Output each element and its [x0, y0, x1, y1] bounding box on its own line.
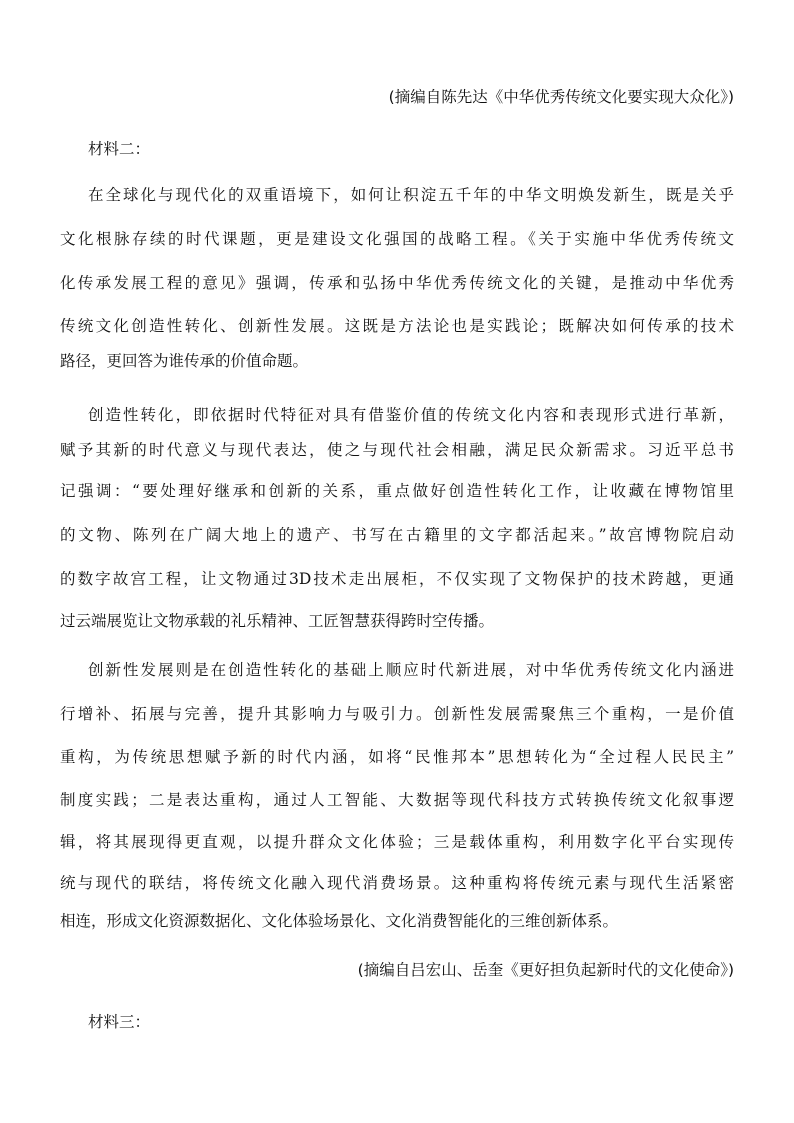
paragraph-line: 统与现代的联结，将传统文化融入现代消费场景。这种重构将传统元素与现代生活紧密 — [60, 874, 734, 892]
paragraph-line: 的文物、陈列在广阔大地上的遗产、书写在古籍里的文字都活起来。”故宫博物院启动 — [60, 526, 734, 544]
paragraph-line: 文化根脉存续的时代课题，更是建设文化强国的战略工程。《关于实施中华优秀传统文 — [60, 230, 734, 248]
material-3-heading: 材料三： — [88, 1013, 151, 1031]
paragraph-line: 记强调：“要处理好继承和创新的关系，重点做好创造性转化工作，让收藏在博物馆里 — [60, 482, 734, 500]
paragraph-line: 的数字故宫工程，让文物通过3D技术走出展柜，不仅实现了文物保护的技术跨越，更通 — [60, 570, 734, 588]
paragraph-line: 在全球化与现代化的双重语境下，如何让积淀五千年的中华文明焕发新生，既是关乎 — [88, 186, 734, 204]
paragraph-line: 化传承发展工程的意见》强调，传承和弘扬中华优秀传统文化的关键，是推动中华优秀 — [60, 274, 734, 292]
material-2-heading: 材料二： — [88, 140, 151, 158]
paragraph-line: 创造性转化，即依据时代特征对具有借鉴价值的传统文化内容和表现形式进行革新， — [88, 406, 734, 424]
paragraph-line: 制度实践；二是表达重构，通过人工智能、大数据等现代科技方式转换传统文化叙事逻 — [60, 791, 734, 809]
paragraph-line: 创新性发展则是在创造性转化的基础上顺应时代新进展，对中华优秀传统文化内涵进 — [88, 661, 734, 679]
source-citation-1: (摘编自陈先达《中华优秀传统文化要实现大众化》) — [388, 88, 734, 106]
paragraph-line: 重构，为传统思想赋予新的时代内涵，如将“民惟邦本”思想转化为“全过程人民民主” — [60, 748, 734, 766]
paragraph-line: 相连，形成文化资源数据化、文化体验场景化、文化消费智能化的三维创新体系。 — [60, 912, 619, 930]
paragraph-line: 赋予其新的时代意义与现代表达，使之与现代社会相融，满足民众新需求。习近平总书 — [60, 441, 734, 459]
paragraph-line: 行增补、拓展与完善，提升其影响力与吸引力。创新性发展需聚焦三个重构，一是价值 — [60, 705, 734, 723]
paragraph-line: 路径，更回答为谁传承的价值命题。 — [60, 352, 309, 370]
paragraph-line: 辑，将其展现得更直观，以提升群众文化体验；三是载体重构，利用数字化平台实现传 — [60, 833, 734, 851]
paragraph-line: 传统文化创造性转化、创新性发展。这既是方法论也是实践论；既解决如何传承的技术 — [60, 317, 734, 335]
source-citation-2: (摘编自吕宏山、岳奎《更好担负起新时代的文化使命》) — [357, 961, 734, 979]
paragraph-line: 过云端展览让文物承载的礼乐精神、工匠智慧获得跨时空传播。 — [60, 612, 495, 630]
